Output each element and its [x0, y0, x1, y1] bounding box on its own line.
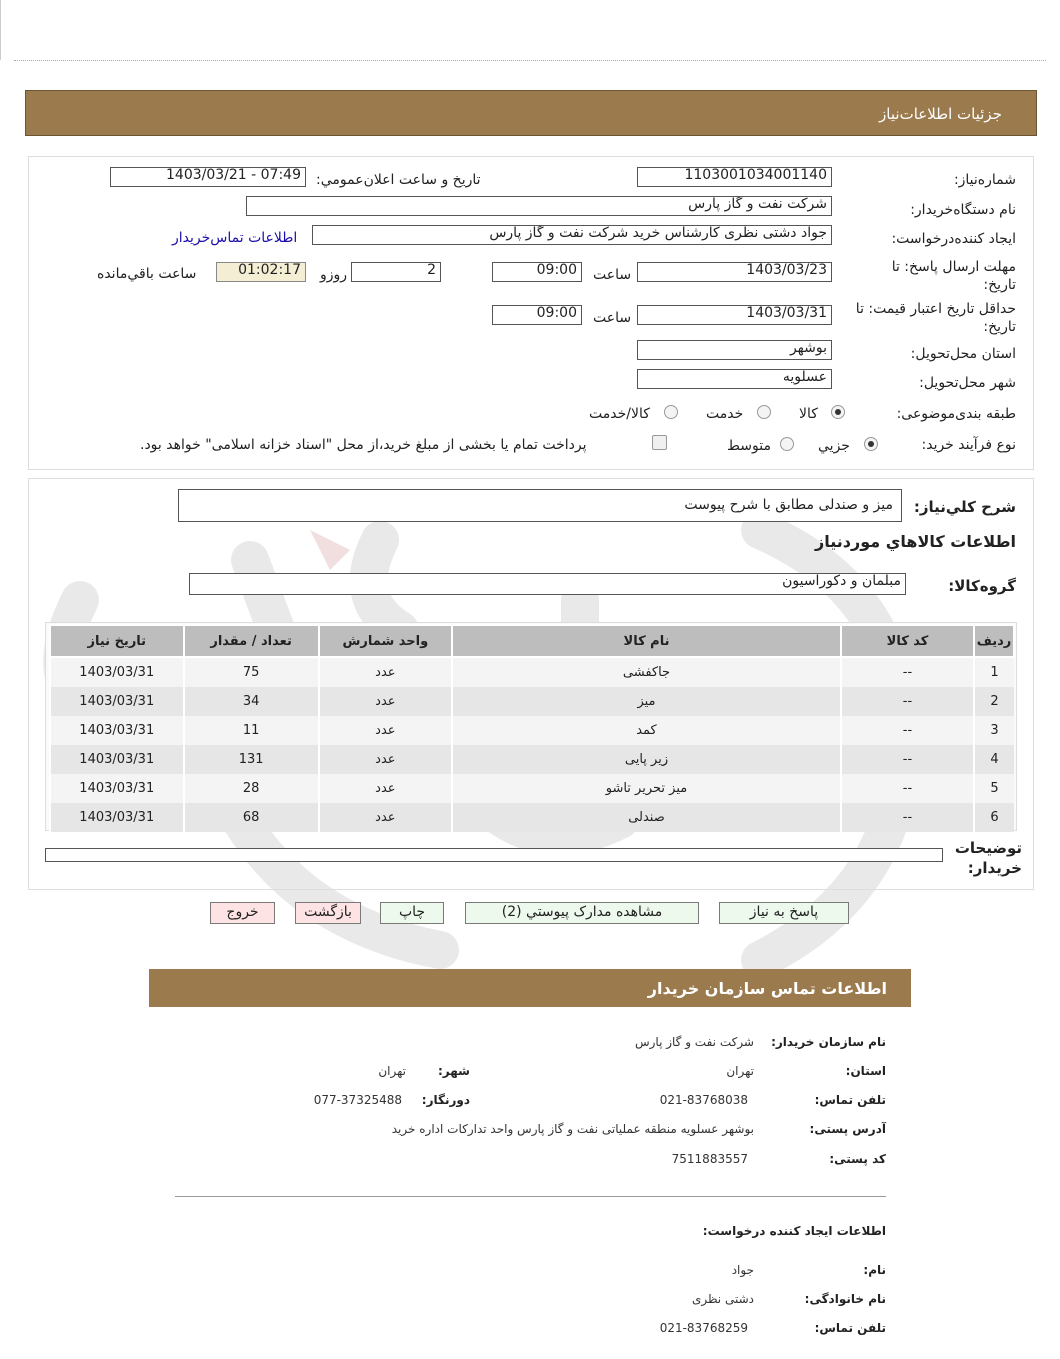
item-date: 1403/03/31	[50, 803, 184, 832]
item-qty: 11	[184, 716, 319, 745]
city-field: عسلویه	[637, 369, 832, 389]
deadline-label: مهلت ارسال پاسخ: تا تاریخ:	[891, 259, 1016, 293]
item-date: 1403/03/31	[50, 774, 184, 803]
contact-divider	[175, 1196, 886, 1197]
contact-org-label: نام سازمان خریدار:	[771, 1035, 886, 1049]
item-qty: 28	[184, 774, 319, 803]
row-number: 2	[974, 687, 1014, 716]
row-number: 1	[974, 657, 1014, 687]
item-unit: عدد	[319, 687, 452, 716]
item-code: --	[841, 657, 974, 687]
validity-time-label: ساعت	[593, 310, 632, 326]
category-label: طبقه بندی‌موضوعی:	[896, 406, 1016, 422]
item-code: --	[841, 774, 974, 803]
deadline-date-field: 1403/03/23	[637, 262, 832, 282]
item-date: 1403/03/31	[50, 687, 184, 716]
item-date: 1403/03/31	[50, 657, 184, 687]
item-name: کمد	[452, 716, 841, 745]
table-row	[50, 687, 1014, 716]
process-medium-label: متوسط	[727, 438, 771, 454]
back-button[interactable]: بازگشت	[295, 902, 361, 924]
item-name: صندلی	[452, 803, 841, 832]
summary-label: شرح کلي‌نياز:	[913, 498, 1016, 516]
buyer-org-label: نام دستگاه‌خريدار:	[910, 202, 1016, 218]
contact-province-label: استان:	[845, 1064, 886, 1078]
col-qty-header: تعداد / مقدار	[184, 625, 319, 657]
exit-button[interactable]: خروج	[210, 902, 275, 924]
goods-group-field: مبلمان و دکوراسیون	[189, 573, 906, 595]
city-label: شهر محل‌تحويل:	[919, 375, 1016, 391]
creator-section-title: اطلاعات ایجاد کننده درخواست:	[702, 1224, 886, 1238]
items-table	[49, 624, 1015, 832]
item-name: میز	[452, 687, 841, 716]
category-service-label: خدمت	[706, 406, 744, 422]
category-both-radio[interactable]	[664, 405, 678, 419]
contact-org-value: شرکت نفت و گاز پارس	[634, 1035, 754, 1049]
item-qty: 131	[184, 745, 319, 774]
item-name: میز تحریر تاشو	[452, 774, 841, 803]
view-documents-button[interactable]: مشاهده مدارک پيوستي (2)	[465, 902, 699, 924]
province-field: بوشهر	[637, 340, 832, 360]
page-header-title: جزئیات اطلاعات‌نیاز	[879, 105, 1002, 123]
category-both-label: کالا/خدمت	[589, 406, 650, 422]
announce-field: 1403/03/21 - 07:49	[110, 167, 306, 187]
process-minor-radio[interactable]	[864, 437, 878, 451]
contact-fax-value: 077-37325488	[313, 1093, 402, 1107]
contact-phone-label: تلفن تماس:	[814, 1093, 886, 1107]
validity-label: حداقل تاريخ اعتبار قيمت: تا تاريخ:	[855, 301, 1016, 335]
item-name: جاکفشی	[452, 657, 841, 687]
creator-last-name-label: نام خانوادگی:	[804, 1292, 886, 1306]
contact-address-label: آدرس پستی:	[809, 1122, 886, 1136]
item-code: --	[841, 745, 974, 774]
contact-phone-value: 021-83768038	[659, 1093, 748, 1107]
creator-first-name-value: جواد	[731, 1263, 754, 1277]
contact-province-value: تهران	[726, 1064, 754, 1078]
days-field: 2	[351, 262, 441, 282]
item-unit: عدد	[319, 745, 452, 774]
table-row	[50, 745, 1014, 774]
treasury-payment-checkbox[interactable]	[652, 435, 667, 450]
col-code-header: کد کالا	[841, 625, 974, 657]
validity-date-field: 1403/03/31	[637, 305, 832, 325]
top-divider	[14, 60, 1046, 61]
row-number: 5	[974, 774, 1014, 803]
col-date-header: تاريخ نياز	[50, 625, 184, 657]
row-number: 4	[974, 745, 1014, 774]
buyer-notes-label: توضيحات خريدار:	[954, 839, 1022, 877]
creator-first-name-label: نام:	[863, 1263, 886, 1277]
buyer-contact-link[interactable]: اطلاعات تماس‌خريدار	[172, 230, 298, 246]
contact-city-label: شهر:	[438, 1064, 470, 1078]
items-table-frame	[45, 622, 1017, 831]
contact-address-value: بوشهر عسلویه منطقه عملیاتی نفت و گاز پارس واحد تدارکات اداره خرید	[391, 1122, 754, 1136]
item-qty: 75	[184, 657, 319, 687]
item-qty: 34	[184, 687, 319, 716]
category-goods-label: کالا	[799, 406, 818, 422]
row-number: 3	[974, 716, 1014, 745]
need-number-label: شماره‌نياز:	[953, 172, 1016, 188]
deadline-time-field: 09:00	[492, 262, 582, 282]
category-goods-radio[interactable]	[831, 405, 845, 419]
process-label: نوع فرآيند خريد:	[921, 437, 1016, 453]
contact-header	[149, 969, 911, 1007]
creator-label: ايجاد کننده‌درخواست:	[891, 231, 1016, 247]
creator-phone-value: 021-83768259	[659, 1321, 748, 1335]
item-code: --	[841, 803, 974, 832]
item-name: زیر پایی	[452, 745, 841, 774]
days-label: روزو	[320, 267, 348, 283]
item-unit: عدد	[319, 803, 452, 832]
col-name-header: نام کالا	[452, 625, 841, 657]
page-header	[25, 90, 1037, 136]
item-unit: عدد	[319, 716, 452, 745]
treasury-payment-text: پرداخت تمام يا بخشی از مبلغ خريد،از محل "اسناد خزانه اسلامی" خواهد بود.	[140, 437, 587, 453]
category-service-radio[interactable]	[757, 405, 771, 419]
deadline-time-label: ساعت	[593, 267, 632, 283]
item-code: --	[841, 687, 974, 716]
goods-group-label: گروه‌کالا:	[948, 577, 1016, 595]
need-number-field: 1103001034001140	[637, 167, 832, 187]
remaining-label: ساعت باقي‌مانده	[97, 266, 197, 282]
validity-time-field: 09:00	[492, 305, 582, 325]
process-medium-radio[interactable]	[780, 437, 794, 451]
contact-postal-value: 7511883557	[671, 1152, 748, 1166]
table-row	[50, 774, 1014, 803]
reply-button[interactable]: پاسخ به نياز	[719, 902, 849, 924]
item-code: --	[841, 716, 974, 745]
item-date: 1403/03/31	[50, 745, 184, 774]
row-number: 6	[974, 803, 1014, 832]
table-row	[50, 716, 1014, 745]
buyer-org-field: شرکت نفت و گاز پارس	[246, 196, 832, 216]
buyer-notes-field	[45, 848, 943, 862]
announce-label: تاريخ و ساعت اعلان‌عمومي:	[316, 172, 481, 188]
left-border	[0, 0, 1, 60]
contact-city-value: تهران	[378, 1064, 406, 1078]
item-qty: 68	[184, 803, 319, 832]
item-unit: عدد	[319, 774, 452, 803]
contact-header-title: اطلاعات تماس سازمان خریدار	[647, 979, 887, 998]
item-date: 1403/03/31	[50, 716, 184, 745]
print-button[interactable]: چاپ	[380, 902, 444, 924]
remaining-timer: 01:02:17	[216, 262, 306, 282]
summary-field: میز و صندلی مطابق با شرح پیوست	[178, 489, 902, 522]
col-unit-header: واحد شمارش	[319, 625, 452, 657]
process-minor-label: جزيي	[818, 438, 850, 454]
col-row-header: رديف	[974, 625, 1014, 657]
table-row	[50, 657, 1014, 687]
creator-field: جواد دشتی نظری کارشناس خرید شرکت نفت و گاز پارس	[312, 225, 832, 245]
creator-phone-label: تلفن تماس:	[814, 1321, 886, 1335]
contact-postal-label: کد پستی:	[829, 1152, 886, 1166]
creator-last-name-value: دشتی نظری	[691, 1292, 754, 1306]
contact-fax-label: دورنگار:	[421, 1093, 470, 1107]
province-label: استان محل‌تحويل:	[910, 346, 1016, 362]
table-row	[50, 803, 1014, 832]
item-unit: عدد	[319, 657, 452, 687]
goods-info-title: اطلاعات کالاهاي موردنياز	[815, 532, 1016, 551]
